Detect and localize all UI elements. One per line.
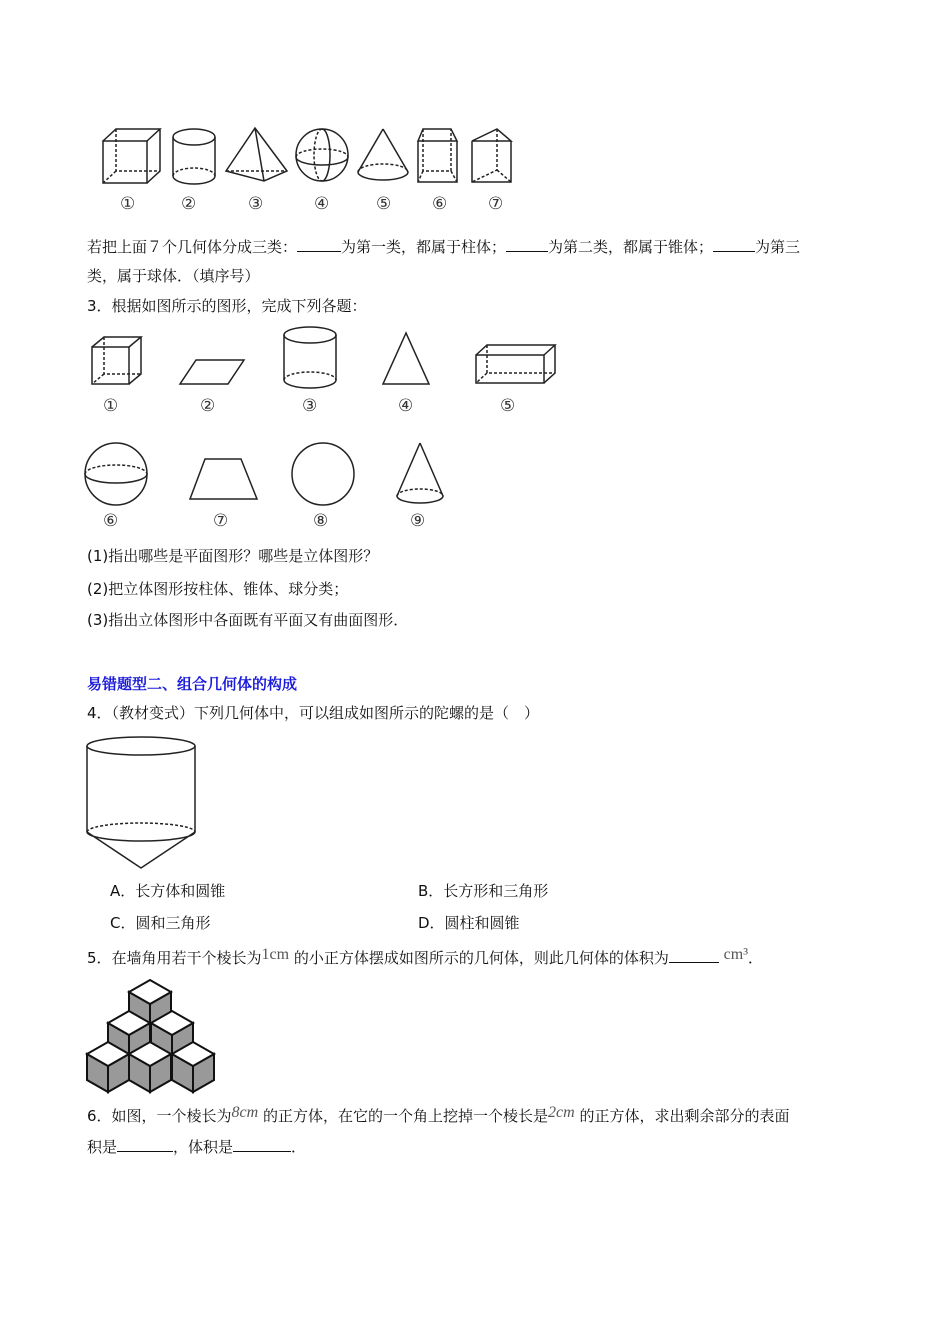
text: ． [748,949,764,967]
q6-line2 [87,1137,306,1157]
figure-label: ④ [314,194,330,214]
unit-cube [172,1042,214,1092]
q2-sphere-figure [296,129,348,181]
text: 为第一类，都属于柱体； [341,238,507,256]
q4-option-b[interactable]: B．长方形和三角形 [418,882,549,900]
text: 的小正方体摆成如图所示的几何体，则此几何体的体积为 [293,949,669,967]
q3-sub3: (3)指出立体图形中各面既有平面又有曲面图形． [87,611,409,629]
math-unit: 1cm [261,946,290,963]
q3-cone-figure [397,443,443,503]
q6-stem [87,1106,789,1127]
figure-label: ⑨ [410,511,426,531]
text: 5．在墙角用若干个棱长为 [87,949,262,967]
q2-line2: 类，属于球体．（填序号） [87,267,260,285]
figure-label: ⑥ [103,511,119,531]
figure-label: ③ [248,194,264,214]
q3-triangle-figure [383,333,429,384]
q3-parallelogram-figure [180,360,244,384]
figure-label: ④ [398,396,414,416]
figure-label: ⑦ [488,194,504,214]
q3-sphere-figure [85,443,147,505]
q3-trapezoid-figure [190,459,257,499]
text: 的正方体，求出剩余部分的表面 [579,1107,790,1125]
q2-hex-prism-figure [418,129,457,182]
text: ，体积是 [173,1138,234,1156]
q4-option-c[interactable]: C．圆和三角形 [110,914,211,932]
q4-option-d[interactable]: D．圆柱和圆锥 [418,914,520,932]
q3-sub2: (2)把立体图形按柱体、锥体、球分类； [87,580,349,598]
q5-stem [87,948,763,969]
q2-cube-figure [103,129,160,183]
q3-cube-figure [92,337,141,384]
q5-cube-stack-figure [87,980,214,1092]
math-length: 2cm [548,1104,575,1121]
answer-blank[interactable] [506,237,548,252]
figure-label: ① [120,194,136,214]
text: 为第二类，都属于锥体； [548,238,714,256]
answer-blank[interactable] [713,237,755,252]
q3-circle-figure [292,443,354,505]
text: 6．如图，一个棱长为 [87,1107,232,1125]
figure-label: ⑧ [313,511,329,531]
q2-cylinder-figure [173,129,215,184]
figure-label: ② [200,396,216,416]
text: 的正方体，在它的一个角上挖掉一个棱长是 [262,1107,548,1125]
answer-blank[interactable] [117,1137,173,1152]
math-unit: cm³ [723,946,749,963]
text: ． [291,1138,307,1156]
q2-line1 [87,237,800,257]
q2-cone-figure [358,129,408,180]
text: 若把上面７个几何体分成三类： [87,238,298,256]
q3-stem: 3．根据如图所示的图形，完成下列各题： [87,297,367,315]
q3-sub1: (1)指出哪些是平面图形？哪些是立体图形？ [87,547,379,565]
text: 积是 [87,1138,118,1156]
figure-label: ① [103,396,119,416]
q4-spinning-top-figure [87,737,195,868]
answer-blank[interactable] [669,948,719,963]
unit-cube [129,1042,171,1092]
figure-label: ⑥ [432,194,448,214]
math-length: 8cm [231,1104,259,1121]
figure-label: ⑦ [213,511,229,531]
unit-cube [87,1042,129,1092]
figure-label: ⑤ [500,396,516,416]
q3-cuboid-figure [476,345,555,383]
q3-cylinder-figure [284,327,336,388]
answer-blank[interactable] [297,237,341,252]
figure-label: ③ [302,396,318,416]
answer-blank[interactable] [233,1137,291,1152]
figure-label: ② [181,194,197,214]
section-heading: 易错题型二、组合几何体的构成 [87,675,298,693]
text: 为第三 [755,238,801,256]
q4-stem: 4．（教材变式）下列几何体中，可以组成如图所示的陀螺的是（ ） [87,704,540,722]
q2-tri-prism-figure [472,129,511,182]
figure-label: ⑤ [376,194,392,214]
q4-option-a[interactable]: A．长方体和圆锥 [110,882,226,900]
q2-pyramid-figure [226,128,287,181]
